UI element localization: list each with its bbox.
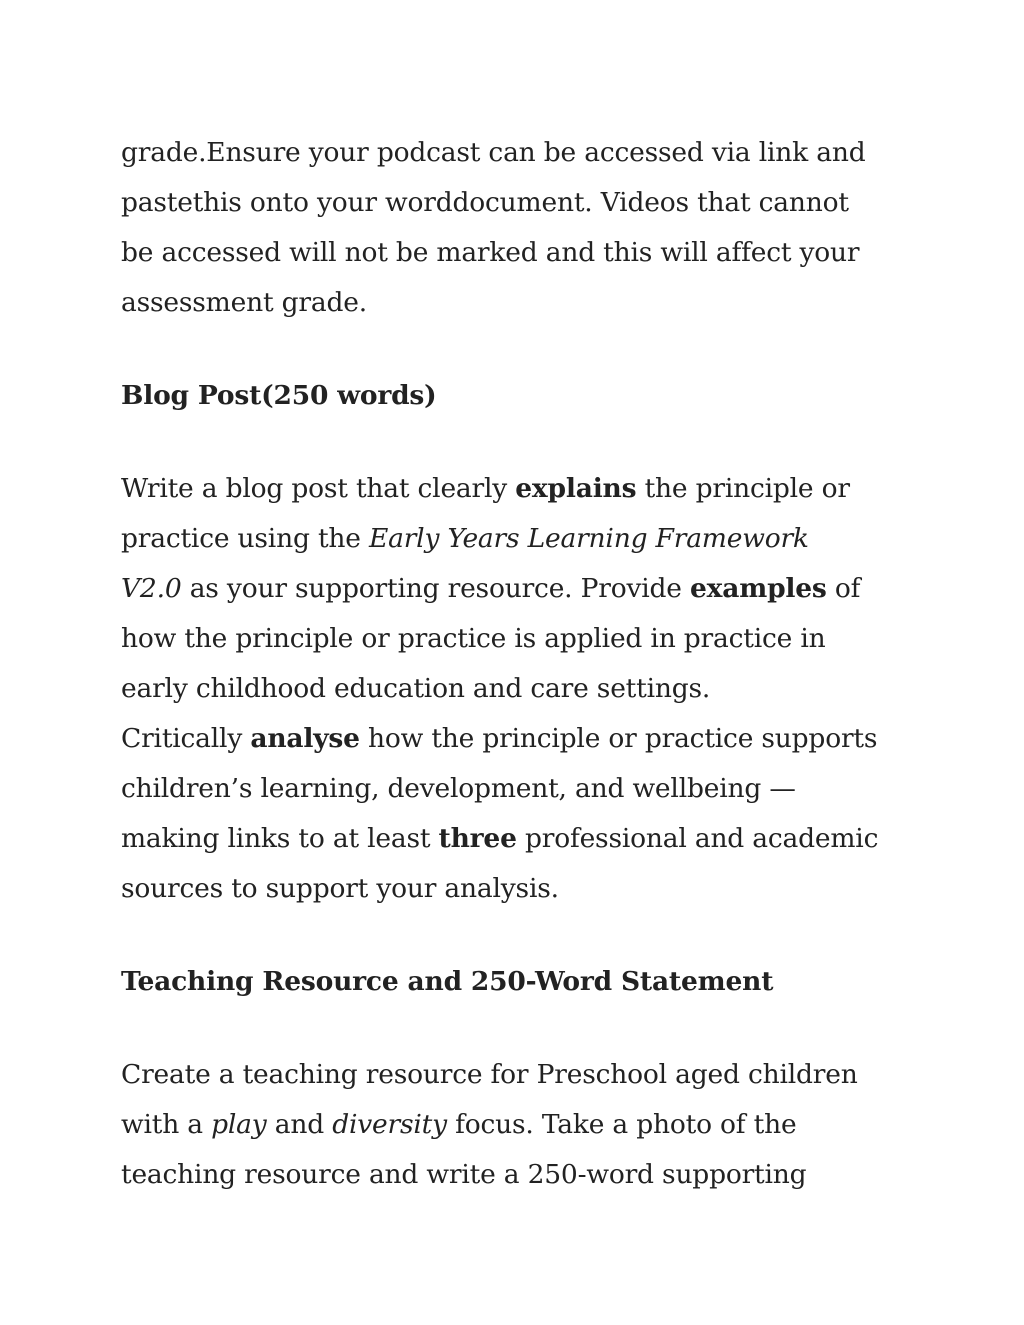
- text-run: focus. Take a photo of the: [446, 1109, 797, 1140]
- text-run: making links to at least: [121, 823, 439, 854]
- text-line: early childhood education and care settings.: [121, 673, 711, 704]
- text-line: children’s learning, development, and wellbeing —: [121, 773, 796, 804]
- paragraph-spacer: [121, 328, 921, 371]
- blog-post-paragraph: [121, 464, 921, 914]
- text-run: practice using the: [121, 523, 369, 554]
- text-line: [121, 564, 921, 614]
- text-run: with a: [121, 1109, 212, 1140]
- text-line: [121, 1100, 921, 1150]
- text-line: teaching resource and write a 250-word supporting: [121, 1159, 807, 1190]
- text-line: grade.Ensure your podcast can be accessed via link and: [121, 137, 866, 168]
- text-line: [121, 464, 921, 514]
- text-line: sources to support your analysis.: [121, 873, 559, 904]
- document-page: [121, 128, 921, 1200]
- text-line: be accessed will not be marked and this will affect your: [121, 237, 860, 268]
- text-run: and: [266, 1109, 333, 1140]
- emphasis-examples: examples: [690, 573, 827, 604]
- text-line: Create a teaching resource for Preschool aged children: [121, 1059, 858, 1090]
- teaching-resource-paragraph: [121, 1050, 921, 1200]
- paragraph-spacer: [121, 914, 921, 957]
- emphasis-three: three: [438, 823, 517, 854]
- framework-title: Early Years Learning Framework: [368, 523, 809, 554]
- text-line: how the principle or practice is applied in practice in: [121, 623, 826, 654]
- text-line: pastethis onto your worddocument. Videos that cannot: [121, 187, 849, 218]
- text-line: [121, 714, 921, 764]
- text-run: how the principle or practice supports: [359, 723, 878, 754]
- paragraph-spacer: [121, 1007, 921, 1050]
- text-run: professional and academic: [516, 823, 879, 854]
- paragraph-spacer: [121, 421, 921, 464]
- emphasis-play: play: [211, 1109, 267, 1140]
- text-run: of: [826, 573, 861, 604]
- text-run: the principle or: [636, 473, 850, 504]
- framework-version: V2.0: [121, 573, 182, 604]
- text-run: as your supporting resource. Provide: [181, 573, 690, 604]
- emphasis-analyse: analyse: [250, 723, 360, 754]
- intro-paragraph: [121, 128, 921, 328]
- text-line: [121, 814, 921, 864]
- emphasis-diversity: diversity: [332, 1109, 447, 1140]
- text-run: Critically: [121, 723, 251, 754]
- emphasis-explains: explains: [515, 473, 637, 504]
- text-line: assessment grade.: [121, 287, 367, 318]
- text-line: [121, 514, 921, 564]
- text-run: Write a blog post that clearly: [121, 473, 516, 504]
- teaching-resource-heading: Teaching Resource and 250-Word Statement: [121, 966, 774, 997]
- blog-post-heading: Blog Post(250 words): [121, 380, 437, 411]
